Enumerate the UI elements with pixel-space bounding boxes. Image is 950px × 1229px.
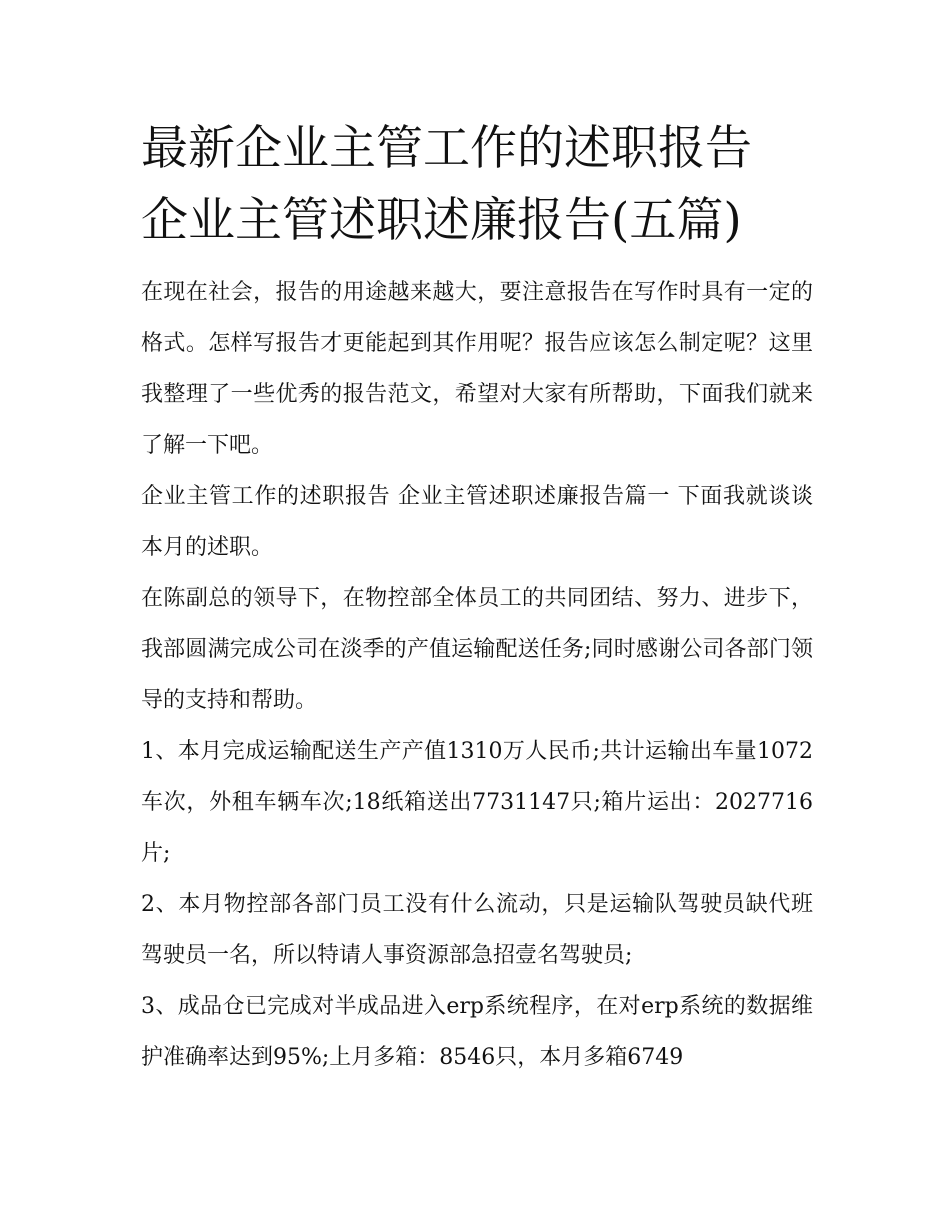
paragraph-intro: 在现在社会，报告的用途越来越大，要注意报告在写作时具有一定的格式。怎样写报告才更能起到其作用呢？报告应该怎么制定呢？这里我整理了一些优秀的报告范文，希望对大家有所帮助，下面我们就来了解一下吧。 <box>141 280 813 458</box>
paragraph-item-1: 1、本月完成运输配送生产产值1310万人民币;共计运输出车量1072车次，外租车辆车次;18纸箱送出7731147只;箱片运出：2027716片; <box>141 739 813 866</box>
paragraph-heading-part-one: 企业主管工作的述职报告 企业主管述职述廉报告篇一 下面我就谈谈本月的述职。 <box>141 484 813 560</box>
document-title: 最新企业主管工作的述职报告 企业主管述职述廉报告(五篇) <box>141 121 752 248</box>
document-body <box>141 113 813 1083</box>
paragraph-leadership: 在陈副总的领导下，在物控部全体员工的共同团结、努力、进步下，我部圆满完成公司在淡季的产值运输配送任务;同时感谢公司各部门领导的支持和帮助。 <box>141 586 813 713</box>
paragraph-item-2: 2、本月物控部各部门员工没有什么流动，只是运输队驾驶员缺代班驾驶员一名，所以特请人事资源部急招壹名驾驶员; <box>141 892 813 968</box>
paragraph-item-3: 3、成品仓已完成对半成品进入erp系统程序，在对erp系统的数据维护准确率达到95%;上月多箱：8546只，本月多箱6749 <box>141 994 813 1070</box>
